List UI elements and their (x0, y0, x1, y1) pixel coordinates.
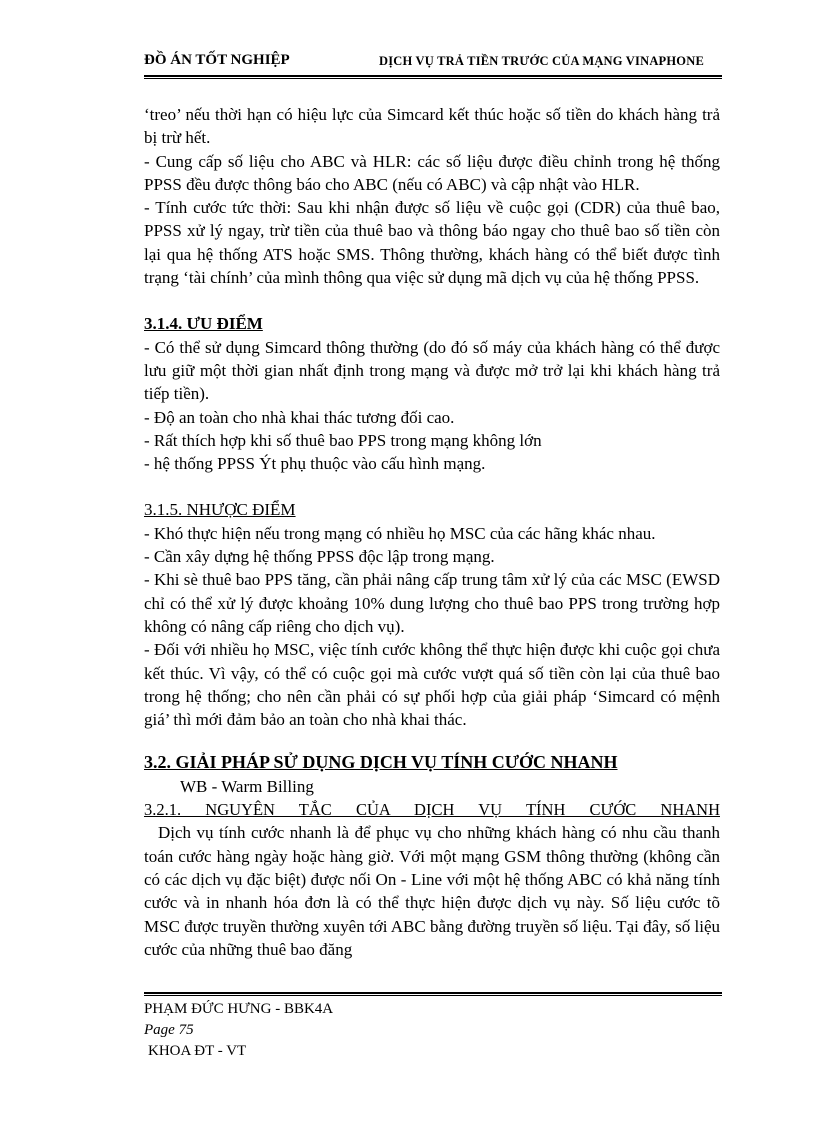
page-header (144, 50, 720, 74)
paragraph-treo: ‘treo’ nếu thời hạn có hiệu lực của Simcard kết thúc hoặc số tiền do khách hàng trả bị trừ hết. (144, 105, 720, 148)
advantage-item: - Có thể sử dụng Simcard thông thường (do đó số máy của khách hàng có thể được lưu giữ một thời gian nhất định trong mạng và được mở trở lại khi khách hàng trả tiếp tiền). (144, 337, 720, 404)
paragraph-cung-cap: - Cung cấp số liệu cho ABC và HLR: các số liệu được điều chỉnh trong hệ thống PPSS đều được thông báo cho ABC (nếu có ABC) và cập nhật vào HLR. (144, 151, 720, 194)
advantage-item: - Rất thích hợp khi số thuê bao PPS trong mạng không lớn (144, 430, 542, 450)
disadvantage-item: - Cần xây dựng hệ thống PPSS độc lập trong mạng. (144, 547, 495, 567)
footer-page-number: Page 75 (144, 1022, 194, 1038)
footer-department: KHOA ĐT - VT (148, 1043, 247, 1059)
page-footer (144, 999, 333, 1062)
paragraph-warm-billing: Dịch vụ tính cước nhanh là để phục vụ cho những khách hàng có nhu cầu thanh toán cước hàng ngày hoặc hàng giờ. Với một mạng GSM thông thường (không cần có các dịch vụ đặc biệt) được nối On - Line với một hệ thống ABC có khả năng tính cước và in nhanh hóa đơn là có thể thực hiện được dịch vụ này. Số liệu cước tõ MSC được truyền thường xuyên tới ABC bằng đường truyền số liệu. Tại đây, số liệu cước của những thuê bao đăng (144, 823, 720, 959)
heading-uu-diem: 3.1.4. ƯU ĐIỂM (144, 314, 263, 334)
header-thesis-title: ĐỒ ÁN TỐT NGHIỆP (144, 52, 290, 68)
advantage-item: - hệ thống PPSS Ýt phụ thuộc vào cấu hình mạng. (144, 454, 486, 474)
heading-section-3-2-1: 3.2.1. NGUYÊN TẮC CỦA DỊCH VỤ TÍNH CƯỚC NHANH (144, 800, 720, 820)
paragraph-tinh-cuoc: - Tính cước tức thời: Sau khi nhận được số liệu về cuộc gọi (CDR) của thuê bao, PPSS xử lý ngay, trừ tiền của thuê bao và thông báo ngay cho thuê bao số tiền còn lại qua hệ thống ATS hoặc SMS. Thông thường, khách hàng có thể biết được tình trạng ‘tài chính’ của mình thông qua việc sử dụng mã dịch vụ của hệ thống PPSS. (144, 198, 720, 288)
advantage-item: - Độ an toàn cho nhà khai thác tương đối cao. (144, 407, 455, 427)
disadvantage-item: - Khi sè thuê bao PPS tăng, cần phải nâng cấp trung tâm xử lý của các MSC (EWSD chỉ có thể xử lý được khoảng 10% dung lượng cho thuê bao PPS trong trường hợp không có nâng cấp riêng cho dịch vụ). (144, 570, 720, 636)
heading-section-3-2: 3.2. GIẢI PHÁP SỬ DỤNG DỊCH VỤ TÍNH CƯỚC NHANH (144, 752, 618, 773)
disadvantage-item: - Khó thực hiện nếu trong mạng có nhiều họ MSC của các hãng khác nhau. (144, 523, 656, 543)
header-rule (144, 75, 722, 79)
header-chapter-title: DỊCH VỤ TRẢ TIỀN TRƯỚC CỦA MẠNG VINAPHONE (378, 54, 704, 68)
disadvantage-item: - Đối với nhiều họ MSC, việc tính cước không thể thực hiện được khi cuộc gọi chưa kết thúc. Vì vậy, có thể có cuộc gọi mà cước vượt quá số tiền còn lại của thuê bao trong hệ thống; cho nên cần phải có sự phối hợp của giải pháp ‘Simcard có mệnh giá’ thì mới đảm bảo an toàn cho nhà khai thác. (144, 640, 720, 730)
footer-rule (144, 992, 722, 996)
subheading-warm-billing: WB - Warm Billing (180, 776, 314, 796)
heading-nhuoc-diem: 3.1.5. NHƯỢC ĐIỂM (144, 500, 296, 520)
page-body (144, 103, 720, 961)
footer-author: PHẠM ĐỨC HƯNG - BBK4A (144, 1001, 334, 1017)
